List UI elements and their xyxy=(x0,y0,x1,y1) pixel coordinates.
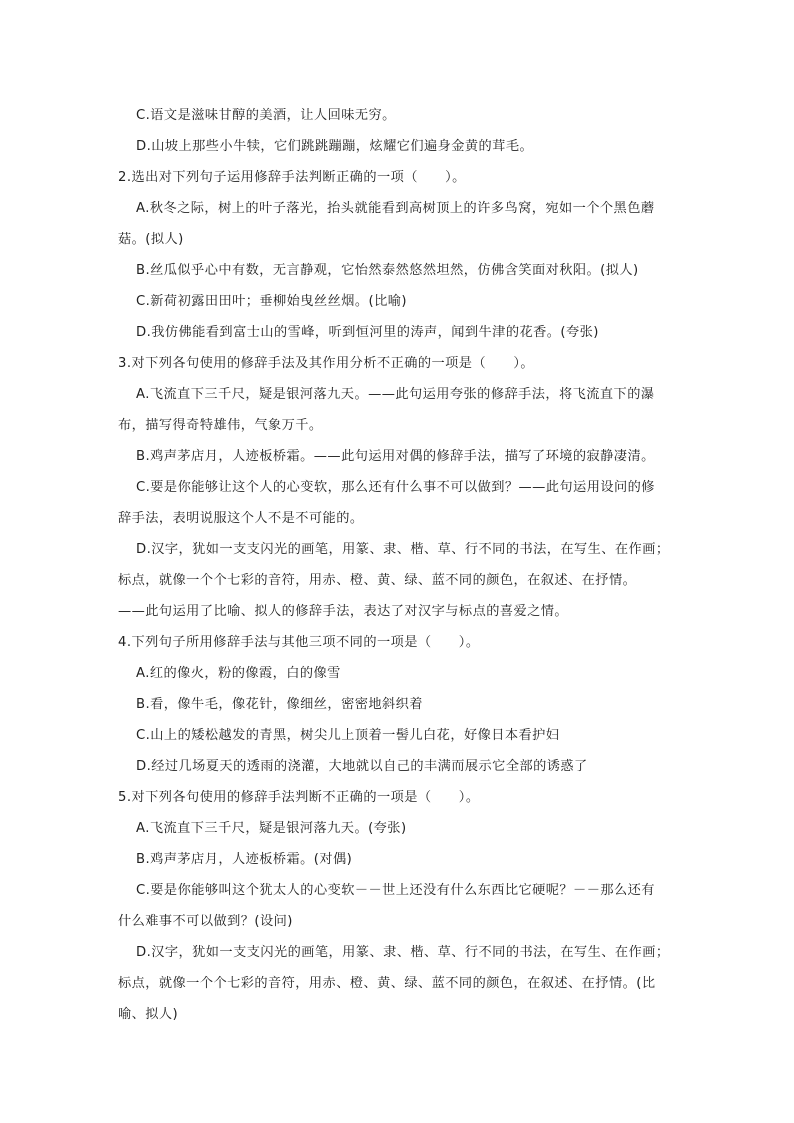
option-b-q3: B.鸡声茅店月，人迹板桥霜。——此句运用对偶的修辞手法，描写了环境的寂静凄清。 xyxy=(136,449,655,464)
option-d-q1: D.山坡上那些小牛犊，它们跳跳蹦蹦，炫耀它们遍身金黄的茸毛。 xyxy=(136,139,534,154)
option-d-q5-continued: 标点，就像一个个七彩的音符，用赤、橙、黄、绿、蓝不同的颜色，在叙述、在抒情。(比 xyxy=(118,976,656,991)
question-4: 4.下列句子所用修辞手法与其他三项不同的一项是（ ）。 xyxy=(118,635,480,650)
option-d-q4: D.经过几场夏天的透雨的浇灌，大地就以自己的丰满而展示它全部的诱惑了 xyxy=(136,759,588,774)
option-a-q2-continued: 菇。(拟人) xyxy=(118,232,184,247)
option-c-q2: C.新荷初露田田叶；垂柳始曳丝丝烟。(比喻) xyxy=(136,294,407,309)
question-5: 5.对下列各句使用的修辞手法判断不正确的一项是（ ）。 xyxy=(118,790,480,805)
option-b-q5: B.鸡声茅店月，人迹板桥霜。(对偶) xyxy=(136,852,353,867)
document-body xyxy=(118,100,684,1030)
option-b-q2: B.丝瓜似乎心中有数，无言静观，它怡然泰然悠然坦然，仿佛含笑面对秋阳。(拟人) xyxy=(136,263,639,278)
option-c-q5: C.要是你能够叫这个犹太人的心变软－－世上还没有什么东西比它硬呢？－－那么还有 xyxy=(136,883,655,898)
option-d-q5-end: 喻、拟人) xyxy=(118,1007,179,1022)
option-d-q2: D.我仿佛能看到富士山的雪峰，听到恒河里的涛声，闻到牛津的花香。(夸张) xyxy=(136,325,599,340)
question-2: 2.选出对下列句子运用修辞手法判断正确的一项（ ）。 xyxy=(118,170,466,185)
option-c-q3-continued: 辞手法，表明说服这个人不是不可能的。 xyxy=(118,511,364,526)
option-c-q4: C.山上的矮松越发的青黑，树尖儿上顶着一髻儿白花，好像日本看护妇 xyxy=(136,728,560,743)
option-d-q3-continued: 标点，就像一个个七彩的音符，用赤、橙、黄、绿、蓝不同的颜色，在叙述、在抒情。 xyxy=(118,573,637,588)
option-a-q2: A.秋冬之际，树上的叶子落光，抬头就能看到高树顶上的许多鸟窝，宛如一个个黑色蘑 xyxy=(136,201,655,216)
option-d-q3-analysis: ——此句运用了比喻、拟人的修辞手法，表达了对汉字与标点的喜爱之情。 xyxy=(118,604,569,619)
option-d-q3: D.汉字，犹如一支支闪光的画笔，用篆、隶、楷、草、行不同的书法，在写生、在作画； xyxy=(136,542,670,557)
option-a-q3: A.飞流直下三千尺，疑是银河落九天。——此句运用夸张的修辞手法，将飞流直下的瀑 xyxy=(136,387,655,402)
option-c-q1: C.语文是滋味甘醇的美酒，让人回味无穷。 xyxy=(136,108,396,123)
option-c-q5-continued: 什么难事不可以做到？(设问) xyxy=(118,914,293,929)
option-d-q5: D.汉字，犹如一支支闪光的画笔，用篆、隶、楷、草、行不同的书法，在写生、在作画； xyxy=(136,945,670,960)
option-a-q4: A.红的像火，粉的像霞，白的像雪 xyxy=(136,666,341,681)
option-c-q3: C.要是你能够让这个人的心变软，那么还有什么事不可以做到？——此句运用设问的修 xyxy=(136,480,655,495)
option-b-q4: B.看，像牛毛，像花针，像细丝，密密地斜织着 xyxy=(136,697,423,712)
option-a-q3-continued: 布，描写得奇特雄伟，气象万千。 xyxy=(118,418,323,433)
option-a-q5: A.飞流直下三千尺，疑是银河落九天。(夸张) xyxy=(136,821,407,836)
question-3: 3.对下列各句使用的修辞手法及其作用分析不正确的一项是（ ）。 xyxy=(118,356,535,371)
